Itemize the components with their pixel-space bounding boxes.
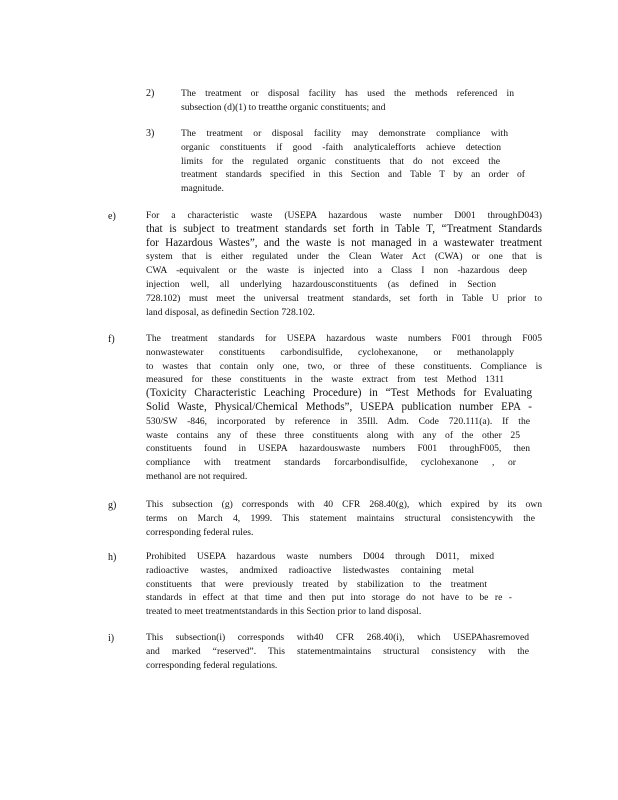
text-line: treatment standards specified in this Section and Table T by an order of [181,169,525,181]
item-text [146,332,542,484]
text-line: organic constituents if good -faith analyticalefforts achieve detection [181,141,501,153]
item-label: f) [108,334,115,345]
text-line: (Toxicity Characteristic Leaching Procedure) in “Test Methods for Evaluating [146,387,532,400]
text-line: The treatment or disposal facility may demonstrate compliance with [181,128,508,139]
text-line: standards in effect at that time and then put into storage do not have to be re - [146,592,512,604]
text-line: system that is either regulated under the Clean Water Act (CWA) or one that is [146,251,542,263]
item-text [181,87,514,115]
text-line: magnitude. [181,183,224,195]
item-label: h) [108,552,117,563]
text-line: for Hazardous Wastes”, and the waste is not managed in a wastewater treatment [146,236,542,249]
text-line: waste contains any of these three constituents along with any of the other 25 [146,429,520,441]
text-line: This subsection (g) corresponds with 40 CFR 268.40(g), which expired by its own [146,499,542,510]
text-line: and marked “reserved”. This statementmaintains structural consistency with the [146,645,529,657]
text-line: subsection (d)(1) to treatthe organic constituents; and [181,101,386,113]
text-line: to wastes that contain only one, two, or three of these constituents. Compliance is [146,360,542,372]
text-line: corresponding federal regulations. [146,659,278,671]
item-text [146,631,542,672]
text-line: Solid Waste, Physical/Chemical Methods”, USEPA publication number EPA - [146,400,532,413]
text-line: treated to meet treatmentstandards in this Section prior to land disposal. [146,606,422,618]
text-line: measured for these constituents in the waste extract from test Method 1311 [146,374,504,386]
text-line: injection well, all underlying hazardousconstituents (as defined in Section [146,278,496,290]
text-line: CWA -equivalent or the waste is injected into a Class I non -hazardous deep [146,265,527,277]
item-text [181,127,525,196]
text-line: constituents found in USEPA hazardouswaste numbers F001 throughF005, then [146,443,530,455]
item-label: 3) [146,128,155,139]
text-line: that is subject to treatment standards set forth in Table T, “Treatment Standards [146,222,542,235]
item-text [146,209,542,319]
text-line: corresponding federal rules. [146,526,254,538]
text-line: The treatment or disposal facility has used the methods referenced in [181,88,514,99]
text-line: 728.102) must meet the universal treatment standards, set forth in Table U prior to [146,292,542,304]
text-line: For a characteristic waste (USEPA hazardous waste number D001 throughD043) [146,210,542,221]
item-label: 2) [146,88,155,99]
text-line: This subsection(i) corresponds with40 CFR 268.40(i), which USEPAhasremoved [146,632,529,643]
text-line: methanol are not required. [146,470,248,482]
text-line: terms on March 4, 1999. This statement maintains structural consistencywith the [146,512,535,524]
text-line: Prohibited USEPA hazardous waste numbers D004 through D011, mixed [146,551,494,562]
text-line: compliance with treatment standards forcarbondisulfide, cyclohexanone , or [146,457,516,469]
text-line: limits for the regulated organic constituents that do not exceed the [181,155,500,167]
text-line: The treatment standards for USEPA hazardous waste numbers F001 through F005 [146,333,542,344]
item-text [146,498,542,539]
item-label: g) [108,500,117,511]
text-line: land disposal, as definedin Section 728.102. [146,306,315,318]
text-line: nonwastewater constituents carbondisulfide, cyclohexanone, or methanolapply [146,346,514,358]
text-line: 530/SW -846, incorporated by reference in 35Ill. Adm. Code 720.111(a). If the [146,415,530,427]
item-label: i) [108,633,115,644]
item-label: e) [108,211,116,222]
text-line: radioactive wastes, andmixed radioactive listedwastes containing metal [146,564,474,576]
text-line: constituents that were previously treated by stabilization to the treatment [146,578,487,590]
item-text [146,550,542,619]
